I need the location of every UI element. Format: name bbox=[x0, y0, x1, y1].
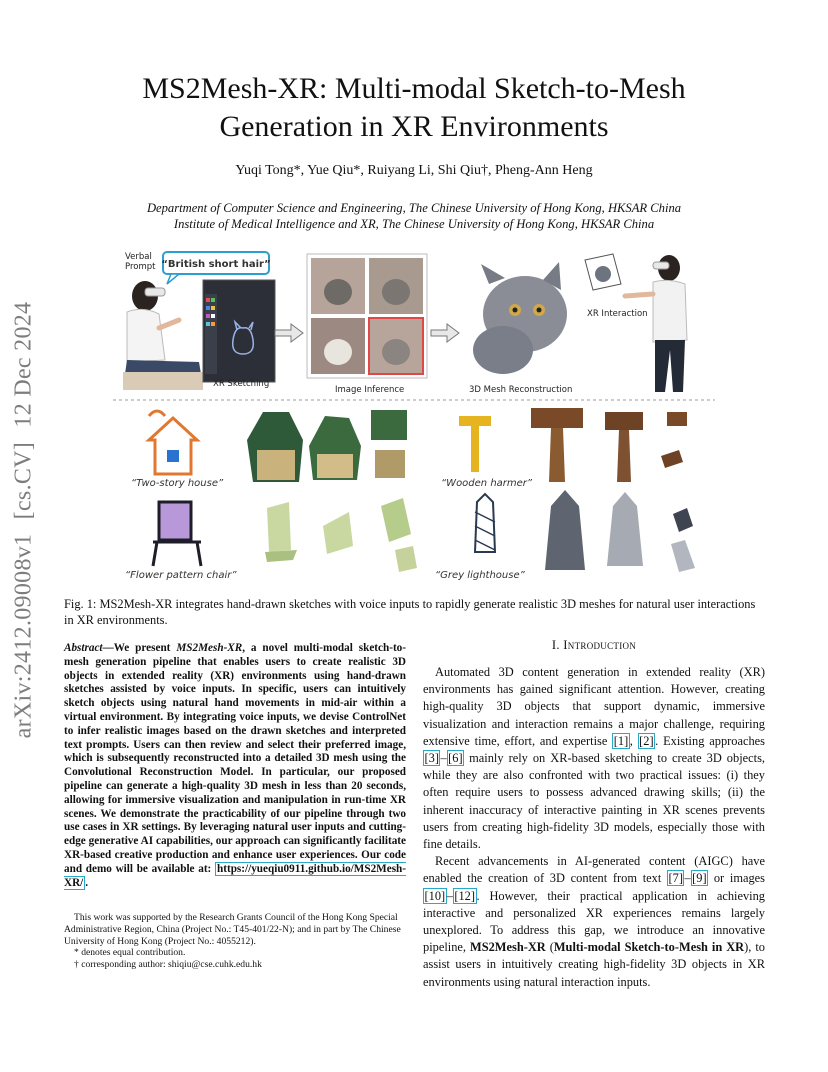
abstract bbox=[64, 642, 406, 890]
verbal-prompt-label: Verbal Prompt bbox=[125, 252, 156, 272]
section-heading bbox=[423, 638, 765, 653]
intro-text: mainly rely on XR-based sketching to create 3D objects, while they are also confronted with two practical issues: (i) they often require users to possess advanced drawing skills; (ii) the inherent inaccuracy of interactive painting in XR scenes prevents users from creating high-fidelity 3D models, especially those with fine details. bbox=[423, 751, 765, 852]
mesh-reconstruction-cat bbox=[473, 262, 567, 374]
affiliation-1: Department of Computer Science and Engineering, The Chinese University of Hong Kong, HKSAR China bbox=[146, 201, 682, 215]
example-house bbox=[149, 410, 407, 482]
image-inference-label: Image Inference bbox=[335, 385, 405, 395]
intro-text: Recent advancements in AI-generated content (AIGC) have enabled the creation of 3D content from text bbox=[423, 854, 765, 886]
xr-sketching-label: XR Sketching bbox=[213, 379, 270, 389]
introduction-text bbox=[423, 664, 765, 991]
title-line-2: Generation in XR Environments bbox=[219, 110, 609, 143]
system-name-bold: MS2Mesh-XR bbox=[470, 940, 546, 955]
mesh-reconstruction-label: 3D Mesh Reconstruction bbox=[469, 385, 573, 395]
intro-paragraph-1 bbox=[423, 664, 765, 853]
affiliation-2: Institute of Medical Intelligence and XR, The Chinese University of Hong Kong, HKSAR China bbox=[173, 217, 655, 231]
intro-text: ( bbox=[545, 940, 554, 955]
arrow-1 bbox=[275, 324, 303, 342]
abstract-label: Abstract bbox=[64, 642, 103, 654]
intro-text: or images bbox=[708, 871, 765, 886]
intro-text: . However, their practical application in achieving interactive and personalized XR experiences remains largely unexplored. To address this gap, we introduce an innovative pipeline, bbox=[423, 888, 765, 955]
citation-link[interactable]: [9] bbox=[692, 871, 707, 886]
citation-link[interactable]: [6] bbox=[448, 751, 463, 766]
section-number: I. bbox=[551, 638, 560, 652]
citation-link[interactable]: [7] bbox=[668, 871, 683, 886]
sketch-panel bbox=[203, 280, 275, 382]
footnotes bbox=[64, 912, 406, 971]
abstract-system-name: MS2Mesh-XR bbox=[176, 642, 243, 654]
person-sketching-illustration bbox=[123, 281, 203, 390]
example-label-house: “Two-story house” bbox=[131, 478, 224, 489]
verbal-prompt-text: “British short hair” bbox=[161, 259, 271, 270]
funding-footnote: This work was supported by the Research Grants Council of the Hong Kong Special Administrative Region, China (Project No.: T45-401/22-N); and in part by The Chinese University of Hong Kong (Project No.: 4055212). bbox=[64, 912, 401, 947]
intro-paragraph-2 bbox=[423, 853, 765, 991]
equal-contribution-footnote: * denotes equal contribution. bbox=[74, 947, 186, 959]
example-chair bbox=[153, 498, 417, 572]
corresponding-author-footnote: † corresponding author: shiqiu@cse.cuhk.edu.hk bbox=[74, 959, 262, 971]
intro-text: – bbox=[440, 751, 447, 766]
example-label-chair: “Flower pattern chair” bbox=[125, 570, 237, 581]
title-line-1: MS2Mesh-XR: Multi-modal Sketch-to-Mesh bbox=[142, 72, 686, 105]
intro-text: ), to assist users in intuitively creating high-fidelity 3D objects in XR environments using natural interaction inputs. bbox=[423, 940, 765, 989]
arxiv-category: [cs.CV] bbox=[10, 441, 37, 520]
abstract-end: . bbox=[85, 876, 89, 889]
abstract-body: , a novel multi-modal sketch-to-mesh generation pipeline that enables users to create realistic 3D objects in extended reality (XR) environments using hand-drawn sketches assisted by voice inputs. In specific, users can intuitively sketch objects using natural hand movements in mid-air within a virtual environment. By integrating voice inputs, we devise ControlNet to infer realistic images based on the drawn sketches and interpreted text prompts. Users can then review and select their preferred image, which is subsequently reconstructed into a detailed 3D mesh using the Convolutional Reconstruction Model. In particular, our proposed pipeline can generate a high-quality 3D mesh in less than 20 seconds, allowing for immersive visualization and manipulation in run-time XR scenes. We demonstrate the practicability of our pipeline through two use cases in XR settings. By leveraging natural user inputs and cutting-edge generative AI capabilities, our approach can significantly facilitate XR-based creative production and enhance user experiences. Our code and demo will be available at: bbox=[64, 642, 406, 875]
intro-text: – bbox=[446, 888, 453, 903]
intro-text: . Existing approaches bbox=[655, 733, 765, 748]
system-name-expansion: Multi-modal Sketch-to-Mesh in XR bbox=[553, 940, 745, 955]
example-label-lighthouse: “Grey lighthouse” bbox=[435, 570, 525, 581]
example-label-hammer: “Wooden harmer” bbox=[441, 478, 533, 489]
intro-text: – bbox=[684, 871, 691, 886]
arxiv-id: arXiv:2412.09008v1 bbox=[10, 533, 37, 739]
arrow-2 bbox=[431, 324, 459, 342]
project-url-link[interactable]: https://yueqiu0911.github.io/MS2Mesh-XR/ bbox=[64, 862, 406, 889]
paper-title bbox=[0, 70, 828, 146]
xr-interaction-person bbox=[585, 254, 687, 392]
arxiv-date: 12 Dec 2024 bbox=[10, 301, 37, 428]
citation-link[interactable]: [2] bbox=[639, 733, 654, 748]
image-inference-grid bbox=[307, 254, 427, 378]
arxiv-identifier bbox=[11, 298, 38, 743]
example-lighthouse bbox=[475, 490, 695, 572]
affiliations bbox=[0, 200, 828, 232]
section-title: Introduction bbox=[563, 638, 637, 652]
citation-link[interactable]: [3] bbox=[424, 751, 439, 766]
citation-link[interactable]: [10] bbox=[424, 888, 446, 903]
intro-text: Automated 3D content generation in extended reality (XR) environments has gained significant attention. However, creating high-quality 3D objects that support dynamic, immersive visualization and interaction remains a major challenge, requiring extensive time, effort, and expertise bbox=[423, 665, 765, 748]
figure-1 bbox=[113, 250, 715, 590]
citation-link[interactable]: [12] bbox=[454, 888, 476, 903]
citation-link[interactable]: [1] bbox=[613, 733, 629, 748]
xr-interaction-label: XR Interaction bbox=[587, 309, 648, 319]
example-hammer bbox=[459, 408, 687, 482]
abstract-dash: —We present bbox=[102, 642, 177, 654]
intro-text: , bbox=[629, 733, 638, 748]
figure-caption: Fig. 1: MS2Mesh-XR integrates hand-drawn sketches with voice inputs to rapidly generate realistic 3D meshes for natural user interactions in XR environments. bbox=[64, 597, 756, 627]
author-list: Yuqi Tong*, Yue Qiu*, Ruiyang Li, Shi Qiu†, Pheng-Ann Heng bbox=[235, 163, 593, 178]
